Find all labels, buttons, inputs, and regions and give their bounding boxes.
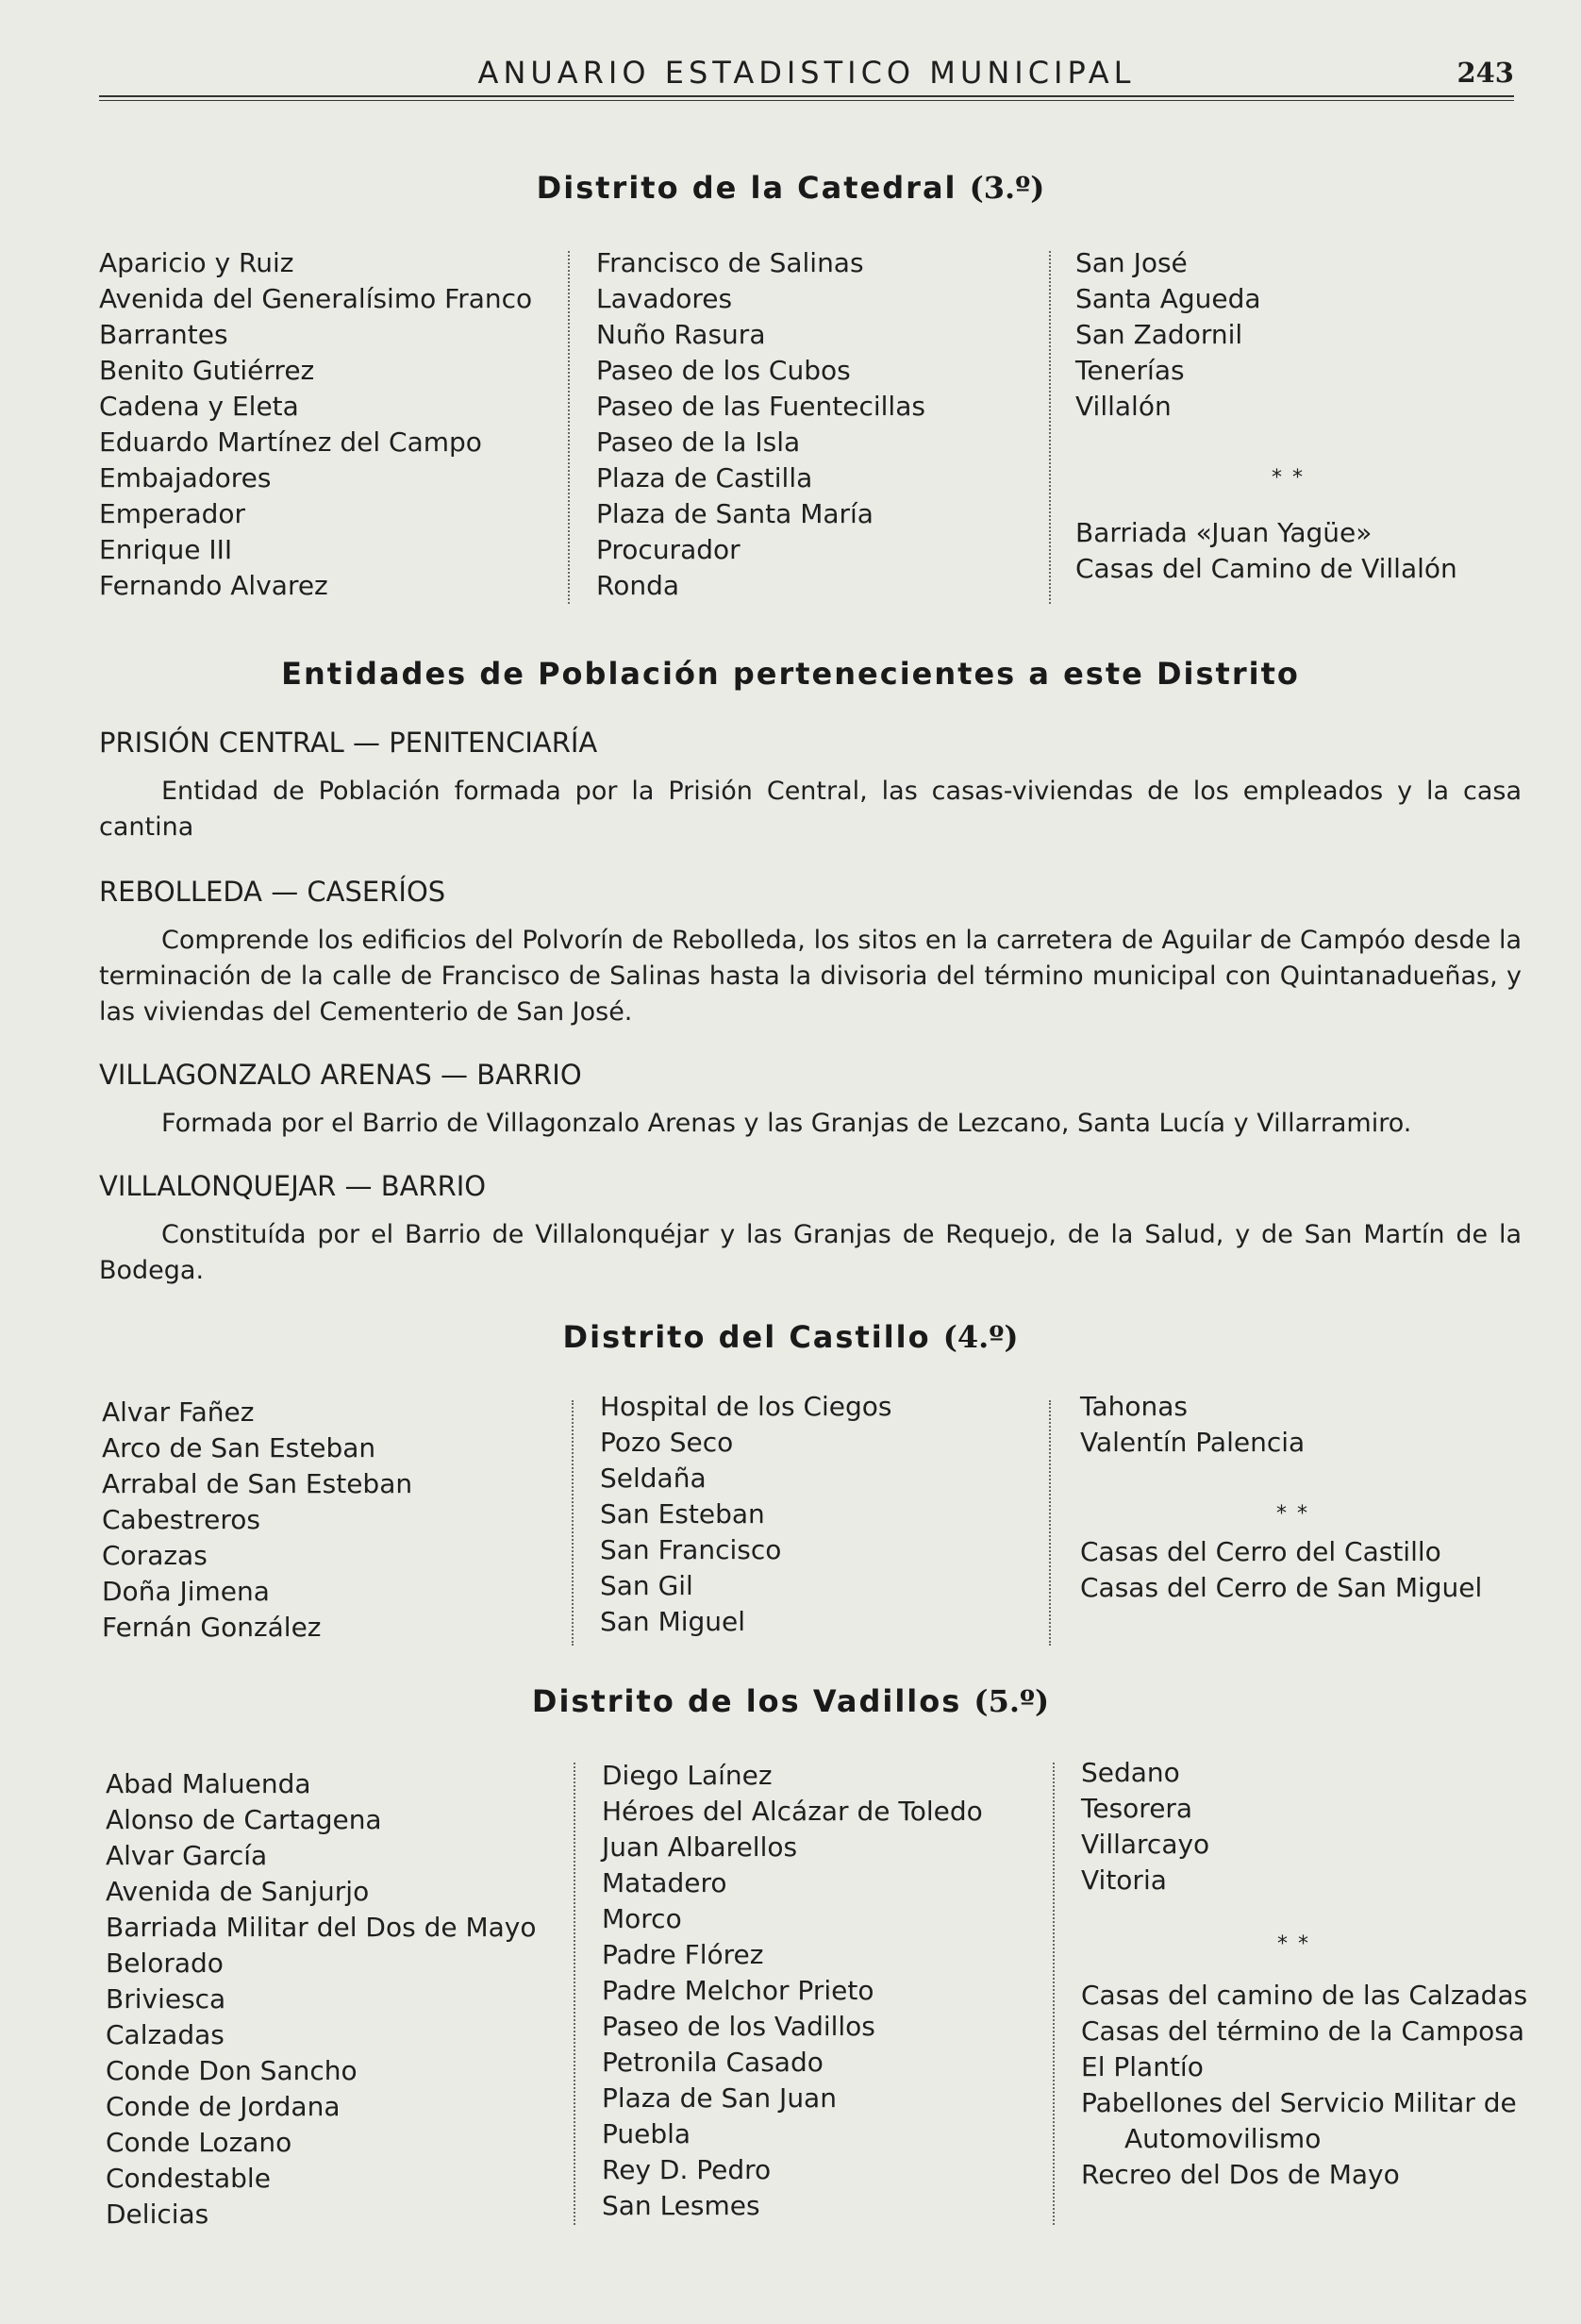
street-name: Barrantes — [99, 319, 228, 350]
street-name: Benito Gutiérrez — [99, 355, 315, 386]
street-name: Villalón — [1075, 391, 1172, 422]
street-name: Conde Lozano — [106, 2127, 292, 2158]
street-name: Ronda — [596, 570, 680, 601]
street-name: Recreo del Dos de Mayo — [1081, 2159, 1400, 2190]
street-column-2 — [600, 1389, 892, 1640]
street-name: Arco de San Esteban — [102, 1432, 376, 1463]
street-name: Plaza de San Juan — [602, 2082, 837, 2114]
street-name: Pabellones del Servicio Militar de — [1081, 2087, 1517, 2118]
street-name: Héroes del Alcázar de Toledo — [602, 1796, 983, 1827]
street-name: Doña Jimena — [102, 1576, 270, 1607]
column-divider — [572, 1400, 574, 1646]
entity-name: REBOLLEDA — CASERÍOS — [99, 876, 446, 908]
street-name: Belorado — [106, 1948, 224, 1979]
street-name: Seldaña — [600, 1463, 707, 1494]
street-name: Matadero — [602, 1867, 727, 1898]
street-name: Embajadores — [99, 462, 272, 493]
entity-name: VILLALONQUEJAR — BARRIO — [99, 1170, 487, 1202]
street-name: Cabestreros — [102, 1504, 261, 1535]
heading-catedral — [0, 170, 1581, 206]
street-name: Padre Flórez — [602, 1939, 764, 1970]
heading-title: Distrito del Castillo — [562, 1319, 931, 1355]
entity-name: PRISIÓN CENTRAL — PENITENCIARÍA — [99, 727, 598, 759]
street-name: Casas del Camino de Villalón — [1075, 553, 1457, 584]
street-name: Eduardo Martínez del Campo — [99, 426, 482, 458]
street-name: San Esteban — [600, 1498, 765, 1530]
street-name: Casas del Cerro de San Miguel — [1080, 1572, 1483, 1603]
street-name: San Miguel — [600, 1606, 746, 1637]
street-name: Emperador — [99, 498, 246, 529]
street-name: Fernán González — [102, 1612, 322, 1643]
street-name: Lavadores — [596, 283, 733, 314]
street-name: Nuño Rasura — [596, 319, 766, 350]
asterism: * * — [1276, 1502, 1309, 1526]
street-name: Barriada Militar del Dos de Mayo — [106, 1912, 537, 1943]
street-column-2 — [602, 1758, 983, 2224]
street-name: Procurador — [596, 534, 741, 565]
street-name: Fernando Alvarez — [99, 570, 328, 601]
heading-title: Distrito de los Vadillos — [531, 1683, 962, 1719]
column-divider — [574, 1763, 575, 2225]
street-column-3 — [1081, 1755, 1527, 2193]
street-name: Casas del Cerro del Castillo — [1080, 1536, 1441, 1567]
street-column-2 — [596, 245, 925, 604]
entity-description: Entidad de Población formada por la Prisión Central, las casas-viviendas de los empleados y la casa cantina — [99, 777, 1522, 842]
street-name: Casas del camino de las Calzadas — [1081, 1980, 1528, 2011]
column-divider — [568, 251, 570, 604]
street-name: Plaza de Castilla — [596, 462, 813, 493]
street-name: Delicias — [106, 2199, 209, 2230]
street-name: Paseo de las Fuentecillas — [596, 391, 925, 422]
street-name: Condestable — [106, 2163, 271, 2194]
entity-description: Constituída por el Barrio de Villalonquéjar y las Granjas de Requejo, de la Salud, y de San Martín de la Bodega. — [99, 1220, 1522, 1285]
street-name: Sedano — [1081, 1757, 1180, 1788]
street-name: Avenida del Generalísimo Franco — [99, 283, 533, 314]
street-name: El Plantío — [1081, 2051, 1204, 2082]
street-name: Tesorera — [1081, 1793, 1193, 1824]
street-name: Puebla — [602, 2118, 691, 2149]
street-name: Paseo de los Vadillos — [602, 2011, 875, 2042]
street-name: Cadena y Eleta — [99, 391, 299, 422]
column-divider — [1049, 251, 1051, 604]
street-name: Calzadas — [106, 2019, 225, 2050]
running-title: ANUARIO ESTADISTICO MUNICIPAL — [477, 55, 1136, 91]
running-header — [99, 55, 1514, 98]
street-name: Tahonas — [1080, 1391, 1188, 1422]
street-name: Corazas — [102, 1540, 208, 1571]
street-name: Briviesca — [106, 1983, 226, 2015]
column-divider — [1053, 1763, 1055, 2225]
street-name: Conde Don Sancho — [106, 2055, 358, 2086]
street-column-1 — [99, 245, 532, 604]
street-name: San Lesmes — [602, 2190, 760, 2221]
street-name: Alvar Fañez — [102, 1396, 255, 1428]
street-name: Conde de Jordana — [106, 2091, 341, 2122]
street-name: San Zadornil — [1075, 319, 1243, 350]
heading-number: (4.º) — [942, 1319, 1019, 1355]
street-name: San Gil — [600, 1570, 693, 1601]
street-name: Villarcayo — [1081, 1829, 1210, 1860]
header-rule — [99, 95, 1514, 101]
street-name: Enrique III — [99, 534, 233, 565]
street-name: Paseo de la Isla — [596, 426, 801, 458]
street-name: Alvar García — [106, 1840, 268, 1871]
street-name-continuation: Automovilismo — [1124, 2123, 1322, 2154]
street-column-1 — [106, 1766, 537, 2232]
entity-name: VILLAGONZALO ARENAS — BARRIO — [99, 1059, 582, 1091]
page-number: 243 — [1456, 57, 1514, 89]
street-name: Avenida de Sanjurjo — [106, 1876, 370, 1907]
entity-description: Formada por el Barrio de Villagonzalo Arenas y las Granjas de Lezcano, Santa Lucía y Villarramiro. — [161, 1109, 1412, 1138]
street-name: Pozo Seco — [600, 1427, 734, 1458]
asterism: * * — [1272, 466, 1305, 490]
street-name: Rey D. Pedro — [602, 2154, 772, 2185]
street-name: Tenerías — [1075, 355, 1185, 386]
street-name: Casas del término de la Camposa — [1081, 2015, 1525, 2047]
street-name: Padre Melchor Prieto — [602, 1975, 874, 2006]
street-name: Paseo de los Cubos — [596, 355, 851, 386]
street-name: Petronila Casado — [602, 2047, 824, 2078]
column-divider — [1049, 1400, 1051, 1646]
street-name: Diego Laínez — [602, 1760, 773, 1791]
asterism: * * — [1277, 1932, 1310, 1956]
street-name: San José — [1075, 247, 1188, 278]
street-name: Aparicio y Ruiz — [99, 247, 294, 278]
street-name: Plaza de Santa María — [596, 498, 874, 529]
street-column-3 — [1075, 245, 1457, 587]
street-name: Juan Albarellos — [602, 1831, 798, 1863]
heading-entidades: Entidades de Población pertenecientes a este Distrito — [281, 656, 1300, 692]
street-name: Valentín Palencia — [1080, 1427, 1306, 1458]
street-name: Santa Agueda — [1075, 283, 1261, 314]
heading-title: Distrito de la Catedral — [536, 170, 957, 206]
heading-number: (3.º) — [969, 170, 1045, 206]
street-name: Francisco de Salinas — [596, 247, 864, 278]
street-name: San Francisco — [600, 1534, 782, 1565]
street-name: Arrabal de San Esteban — [102, 1468, 413, 1499]
heading-castillo — [0, 1319, 1581, 1355]
heading-vadillos — [0, 1683, 1581, 1719]
street-name: Abad Maluenda — [106, 1768, 311, 1799]
street-name: Hospital de los Ciegos — [600, 1391, 892, 1422]
street-name: Barriada «Juan Yagüe» — [1075, 517, 1373, 548]
street-name: Vitoria — [1081, 1864, 1167, 1896]
heading-number: (5.º) — [974, 1683, 1050, 1719]
street-column-3 — [1080, 1389, 1482, 1606]
entity-description: Comprende los edificios del Polvorín de Rebolleda, los sitos en la carretera de Aguilar de Campóo desde la terminación de la calle de Francisco de Salinas hasta la divisoria del término municipal con Quintanadueñas, y las viviendas del Cementerio de San José. — [99, 926, 1522, 1027]
street-name: Morco — [602, 1903, 682, 1934]
street-column-1 — [102, 1395, 412, 1646]
street-name: Alonso de Cartagena — [106, 1804, 382, 1835]
